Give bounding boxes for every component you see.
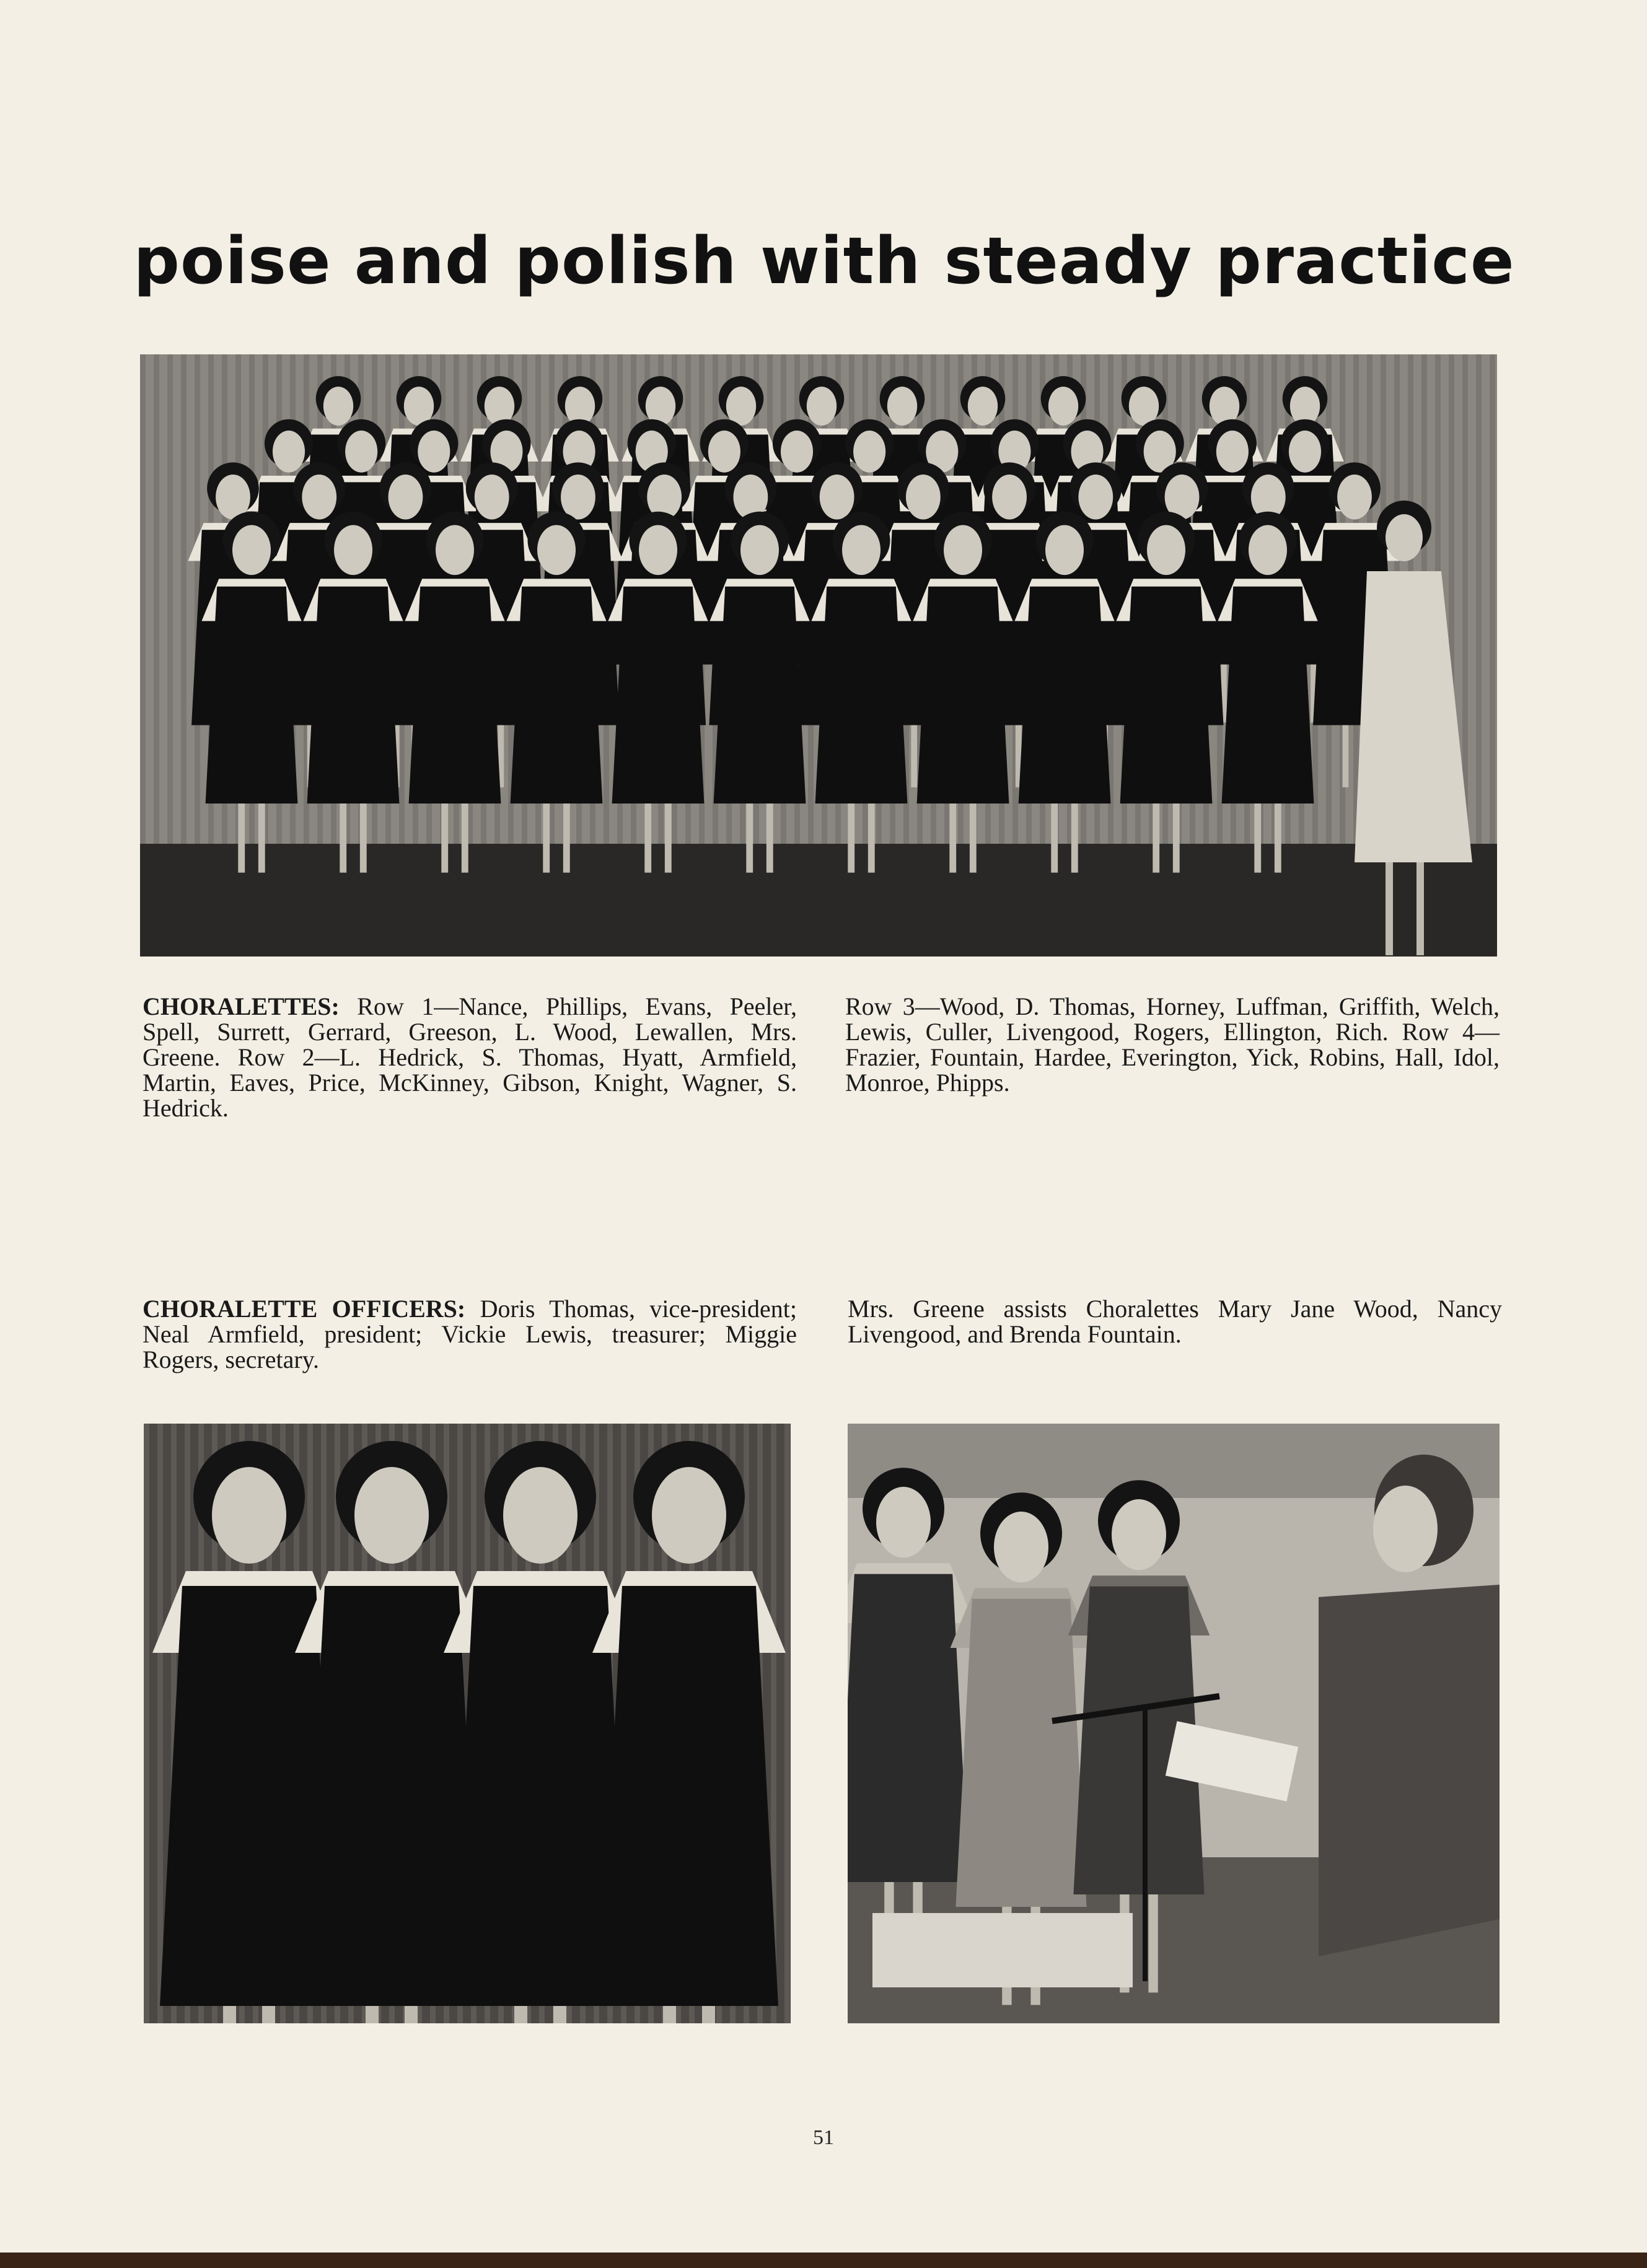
curtain-fold: [784, 1424, 790, 2023]
practice-photo-image: [848, 1424, 1500, 2023]
scan-edge: [0, 2253, 1647, 2268]
group-photo-image: [140, 354, 1497, 957]
caption-choralettes-rows-3-4: [845, 994, 1500, 1095]
stacked-papers: [872, 1913, 1133, 1987]
caption-officers-label: CHORALETTE OFFICERS:: [143, 1295, 466, 1323]
caption-practice-text: Mrs. Greene assists Choralettes Mary Jane Wood, Nancy Livengood, and Brenda Fountain.: [848, 1295, 1502, 1348]
page-number: 51: [813, 2126, 834, 2149]
teacher-face: [1373, 1486, 1438, 1572]
group-photo: [140, 354, 1497, 957]
teacher-body: [1319, 1585, 1500, 1956]
caption-officers-text: Doris Thomas, vice-president; Neal Armfield, president; Vickie Lewis, treasurer; Miggie Rogers, secretary.: [143, 1295, 797, 1373]
caption-practice: [848, 1296, 1502, 1347]
officers-photo-image: [144, 1424, 791, 2023]
page-headline: poise and polish with steady practice: [133, 223, 1515, 299]
officers-photo: [144, 1424, 791, 2023]
caption-choralettes-rows-1-2: [143, 994, 797, 1121]
curtain-fold: [144, 1424, 149, 2023]
caption-choralettes-text: Row 1—Nance, Phillips, Evans, Peeler, Spell, Surrett, Gerrard, Greeson, L. Wood, Lewallen, Mrs. Greene. Row 2—L. Hedrick, S. Thomas, Hyatt, Armfield, Martin, Eaves, Price, McKinney, Gibson, Knight, Wagner, S. Hedrick.: [143, 992, 797, 1122]
caption-choralettes-label: CHORALETTES:: [143, 992, 340, 1020]
practice-photo: [848, 1424, 1500, 2023]
caption-officers: [143, 1296, 797, 1372]
curtain-fold: [157, 1424, 163, 2023]
caption-rows-3-4-text: Row 3—Wood, D. Thomas, Horney, Luffman, Griffith, Welch, Lewis, Culler, Livengood, Rogers, Ellington, Rich. Row 4—Frazier, Fountain, Hardee, Everington, Yick, Robins, Hall, Idol, Monroe, Phipps.: [845, 992, 1500, 1097]
